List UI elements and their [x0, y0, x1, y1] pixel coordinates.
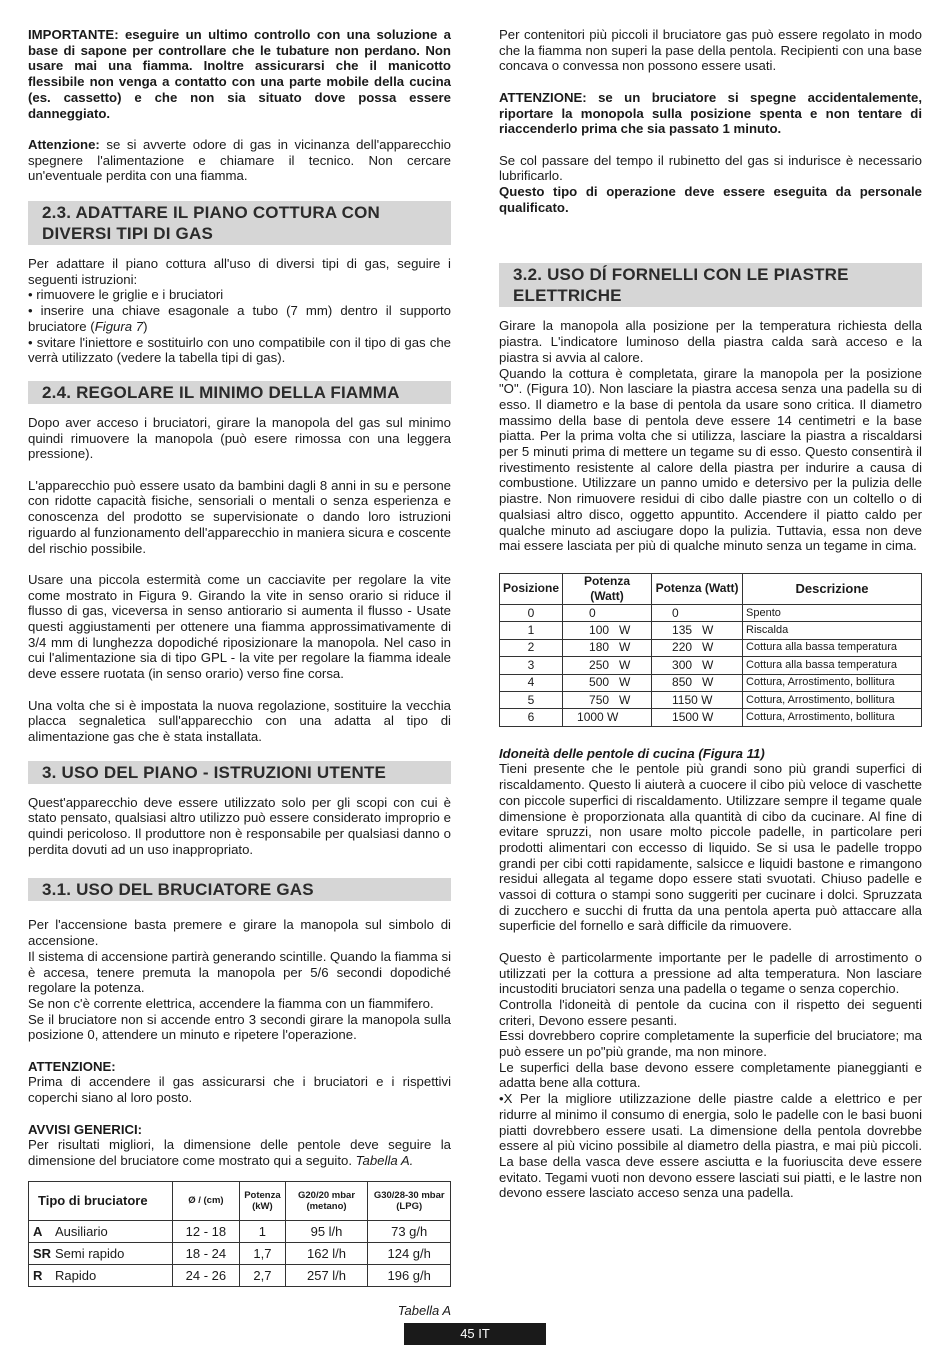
- table-row: [500, 691, 922, 708]
- position-cell: 1: [500, 622, 563, 639]
- power-1-cell: 100 W: [563, 622, 652, 639]
- burner-table: [28, 1181, 451, 1287]
- power-2-cell: 850 W: [652, 674, 743, 691]
- power-2-cell: 1500 W: [652, 709, 743, 726]
- page-number: 45 IT: [404, 1323, 546, 1345]
- section-heading-2-3: 2.3. ADATTARE IL PIANO COTTURA CON DIVERSI TIPI DI GAS: [28, 201, 451, 245]
- g30-cell: 73 g/h: [368, 1220, 451, 1242]
- gas-adapt-step-2-close: ): [143, 318, 148, 334]
- section-heading-3-1: 3.1. USO DEL BRUCIATORE GAS: [28, 878, 451, 901]
- table-row: [500, 674, 922, 691]
- power-2-cell: 300 W: [652, 657, 743, 674]
- gas-adapt-step-2: [28, 303, 451, 334]
- gas-adapt-intro: Per adattare il piano cottura all'uso di diversi tipi di gas, seguire i seguenti istruzioni:: [28, 256, 451, 287]
- burner-paragraph-2: Il sistema di accensione partirà generando scintille. Quando la fiamma si è accesa, tenere premuta la manopola per 5/6 secondi dopodiché regolare la potenza.: [28, 948, 451, 996]
- avvisi-text-body: Per risultati migliori, la dimensione delle pentole deve seguire la dimensione del bruciatore come mostrato qui a seguito.: [28, 1137, 451, 1168]
- g30-cell: 196 g/h: [368, 1264, 451, 1286]
- table-row: [500, 657, 922, 674]
- burner-paragraph-1: Per l'accensione basta premere e girare la manopola sul simbolo di accensione.: [28, 917, 451, 949]
- cookware-paragraph-6: •X Per la migliore utilizzazione delle piastre calde a elettrico e per ridurre al minimo il consumo di energia, solo le padelle con le basi buoni piatti dovrebbero essere usati. La dimensione della pentola dovrebbe essere al più vicino possibile al diametro della piastra, e mai più piccoli. La base della vasca deve essere asciutta e la fuoriuscita deve essere evitato. Tegami vuoti non devono essere lasciati sui piatti, e le lastre non devono essere lasciato acceso senza una padella.: [499, 1091, 922, 1201]
- power-cell: 1,7: [240, 1242, 285, 1264]
- g20-cell: 162 l/h: [285, 1242, 368, 1264]
- diameter-cell: 18 - 24: [172, 1242, 240, 1264]
- burner-name: Rapido: [55, 1267, 97, 1283]
- description-cell: Spento: [743, 604, 922, 621]
- table-row: [500, 639, 922, 656]
- small-pans-paragraph: Per contenitori più piccoli il bruciatore gas può essere regolato in modo che la fiamma non superi la pase della pentola. Recipienti con una base concava o convessa non possono essere usati.: [499, 27, 922, 74]
- table-row: [500, 622, 922, 639]
- avvisi-table-ref: Tabella A.: [355, 1152, 414, 1168]
- burner-type-cell: [29, 1242, 173, 1264]
- flame-paragraph-2: L'apparecchio può essere usato da bambini dagli 8 anni in su e persone con ridotte capacità fisiche, sensoriali o mentali o senza esperienza e conoscenza del prodotto se supervisionate o dando loro istruzioni riguardo al funzionamento dell'apparecchio in maniera sicura e coscente del rischio possibile.: [28, 477, 451, 556]
- gas-adapt-step-2-text: • inserire una chiave esagonale a tubo (7 mm) dentro il supporto bruciatore (: [28, 303, 451, 334]
- section-heading-3-2: 3.2. USO DÍ FORNELLI CON LE PIASTRE ELETTRICHE: [499, 263, 922, 307]
- power-1-cell: 750 W: [563, 691, 652, 708]
- diameter-cell: 24 - 26: [172, 1264, 240, 1286]
- description-cell: Cottura, Arrostimento, bollitura: [743, 709, 922, 726]
- power-1-cell: 250 W: [563, 657, 652, 674]
- burner-code: SR: [33, 1245, 52, 1261]
- header-power-2: Potenza (Watt): [652, 573, 743, 604]
- table-header-row: [29, 1181, 451, 1220]
- position-cell: 4: [500, 674, 563, 691]
- position-cell: 3: [500, 657, 563, 674]
- cookware-paragraph-3: Controlla l'idoneità di pentole da cucina con il rispetto dei seguenti criteri, Devono essere pesanti.: [499, 996, 922, 1028]
- flame-paragraph-1: Dopo aver acceso i bruciatori, girare la manopola del gas sul minimo quindi rimuovere la manopola (può esere rimossa con una leggera pressione).: [28, 414, 451, 462]
- diameter-cell: 12 - 18: [172, 1220, 240, 1242]
- power-2-cell: 1150 W: [652, 691, 743, 708]
- position-cell: 6: [500, 709, 563, 726]
- burner-paragraph-3: Se non c'è corrente elettrica, accendere la fiamma con un fiammifero.: [28, 995, 434, 1011]
- power-cell: 2,7: [240, 1264, 285, 1286]
- header-g20: G20/20 mbar (metano): [285, 1181, 368, 1220]
- flame-paragraph-4: Una volta che si è impostata la nuova regolazione, sostituire la vecchia placca segnaletica sull'apparecchio con una adatta al tipo di alimentazione gas che è stata installata.: [28, 697, 451, 744]
- hotplate-power-table: [499, 573, 922, 727]
- cookware-paragraph-5: Le superfici della base devono essere completamente pianeggianti e adatta bene alla cottura.: [499, 1059, 922, 1091]
- g30-cell: 124 g/h: [368, 1242, 451, 1264]
- power-2-cell: 220 W: [652, 639, 743, 656]
- flame-paragraph-3: Usare una piccola estermità come un cacciavite per regolare la vite come mostrato in Figura 9. Girando la vite in senso orario si riduce il flusso di gas, viceversa in senso antiorario si aumenta il flusso - Usate questi aggiustamenti per ottenere una fiamma approssimativamente di 3/4 mm di lunghezza dopodiché riposizionare la manopola. Nel caso in cui l'alimentazione sia di tipo GPL - la vite per regolare la fiamma ideale deve essere ruotata (in senso orario) verso fine corsa.: [28, 571, 451, 682]
- hotplate-paragraph-2: Quando la cottura è completata, girare la manopola per la posizione "O". (Figura 10). Non lasciare la piastra accesa senza una padella su di esso. Il diametro e la base di pentola da usare sono critica. Il diametro massimo della base di pentola deve essere 14 centimetri e la base piatta. Per la prima volta che si utilizza, lasciare la piastra a riscaldarsi per 5 minuti prima di mettere un tegame su di esso. Questo consentirà il rivestimento resistente al calore della piastra per indurire a causa di combustione. Utilizzare un panno umido e detersivo per la pulizia delle piastre. Non rimuovere residui di cibo dalle piastre con un coltello o di qualsiasi altro disco, oggetto appuntito. Accendere il piatto caldo per qualche minuto ad asciugare dopo la pulizia. Tuttavia, essa non deve mai essere lasciata per più di qualche minuto senza un tegame in cima.: [499, 365, 922, 554]
- figure-ref: Figura 7: [94, 318, 144, 334]
- power-cell: 1: [240, 1220, 285, 1242]
- table-caption: Tabella A: [397, 1302, 451, 1318]
- burner-paragraph-4: Se il bruciatore non si accende entro 3 secondi girare la manopola sulla posizione 0, attendere un minuto e ripetere l'operazione.: [28, 1011, 451, 1043]
- section-heading-3: 3. USO DEL PIANO - ISTRUZIONI UTENTE: [28, 761, 451, 784]
- description-cell: Riscalda: [743, 622, 922, 639]
- warning-paragraph: ATTENZIONE: se un bruciatore si spegne accidentalemente, riportare la monopola sulla posizione spenta e non tentare di riaccenderlo prima che sia passato 1 minuto.: [499, 89, 922, 137]
- attenzione-title: ATTENZIONE:: [28, 1058, 116, 1074]
- description-cell: Cottura, Arrostimento, bollitura: [743, 691, 922, 708]
- g20-cell: 95 l/h: [285, 1220, 368, 1242]
- power-2-cell: 135 W: [652, 622, 743, 639]
- burner-name: Semi rapido: [55, 1245, 125, 1261]
- power-2-cell: 0: [652, 604, 743, 621]
- burner-type-cell: [29, 1220, 173, 1242]
- g20-cell: 257 l/h: [285, 1264, 368, 1286]
- burner-code: A: [33, 1223, 43, 1239]
- important-note: IMPORTANTE: eseguire un ultimo controllo con una soluzione a base di sapone per controllare che le tubature non perdano. Non usare mai una fiamma. Inoltre assicurarsi che il manicotto flessibile non venga a contatto con una parte mobile della cucina (es. cassetto) e che non sia situato dove possa essere danneggiato.: [28, 27, 451, 121]
- avvisi-title: AVVISI GENERICI:: [28, 1121, 143, 1137]
- power-1-cell: 500 W: [563, 674, 652, 691]
- gas-adapt-step-1: • rimuovere le griglie e i bruciatori: [28, 287, 224, 303]
- attention-text: se si avverte odore di gas in vicinanza dell'apparecchio spegnere l'alimentazione e chiamare il tecnico. Non cercare un'eventuale perdita con una fiamma.: [28, 136, 451, 184]
- attention-label: Attenzione:: [28, 136, 100, 152]
- section-heading-2-4: 2.4. REGOLARE IL MINIMO DELLA FIAMMA: [28, 381, 451, 404]
- power-1-cell: 1000 W: [563, 709, 652, 726]
- description-cell: Cottura alla bassa temperatura: [743, 657, 922, 674]
- avvisi-text: [28, 1137, 451, 1168]
- attenzione-text: Prima di accendere il gas assicurarsi che i bruciatori e i rispettivi coperchi siano al loro posto.: [28, 1074, 451, 1106]
- hotplate-paragraph-1: Girare la manopola alla posizione per la temperatura richiesta della piastra. L'indicatore luminoso della piastra calda sarà acceso e la piastra si avvia al calore.: [499, 318, 922, 365]
- power-1-cell: 180 W: [563, 639, 652, 656]
- attention-paragraph: [28, 137, 451, 184]
- right-column: [499, 27, 922, 1201]
- header-power-1: Potenza (Watt): [563, 573, 652, 604]
- burner-name: Ausiliario: [55, 1223, 108, 1239]
- position-cell: 5: [500, 691, 563, 708]
- lubrication-paragraph: Se col passare del tempo il rubinetto del gas si indurisce è necessario lubrificarlo.: [499, 152, 922, 184]
- header-power: Potenza (kW): [240, 1181, 285, 1220]
- position-cell: 0: [500, 604, 563, 621]
- gas-adapt-step-3: • svitare l'iniettore e sostituirlo con uno compatibile con il tipo di gas che verrà utilizzato (vedere la tabella tipi di gas).: [28, 334, 451, 366]
- qualified-staff-paragraph: Questo tipo di operazione deve essere eseguita da personale qualificato.: [499, 184, 922, 215]
- cookware-paragraph-4: Essi dovrebbero coprire completamente la superficie del bruciatore; ma può essere un po"più grande, ma non minore.: [499, 1028, 922, 1060]
- cookware-paragraph-1: Tieni presente che le pentole più grandi sono più grandi superfici di riscaldamento. Questo li aiuterà a cuocere il cibo più veloce di vaschette con piccole superfici di riscaldamento. Utilizzare sempre il tegame quale dimensione è proporzionata alla quantità di cibo da cucinare. Al fine di evitare spruzzi, non usare molto piccole padelle, in particolare peri prodotti alimentari con eccesso di liquido. Se si usa le padelle troppo grandi per cibi cotti rapidamente, salsicce e liquidi bastone e rimangono residui allegata al tegame dopo essere stati svuotati. Chiuso padelle e vassoi di cottura o stampi sono suggeriti per cucinare i dolci. Spruzzata di zucchero e succhi di frutta da una pentola aperta può attaccare alla superficie del fornello e sarà difficile da rimuovere.: [499, 761, 922, 934]
- header-g30: G30/28-30 mbar (LPG): [368, 1181, 451, 1220]
- table-header-row: [500, 573, 922, 604]
- position-cell: 2: [500, 639, 563, 656]
- burner-type-cell: [29, 1264, 173, 1286]
- description-cell: Cottura, Arrostimento, bollitura: [743, 674, 922, 691]
- power-1-cell: 0: [563, 604, 652, 621]
- header-burner-type: Tipo di bruciatore: [29, 1181, 173, 1220]
- table-row: [500, 604, 922, 621]
- burner-code: R: [33, 1267, 43, 1283]
- cookware-paragraph-2: Questo è particolarmente importante per le padelle di arrostimento o utilizzati per la cottura a pressione ad alta temperatura. Non lasciare incustoditi bruciatori senza una padella o tegame o senza coperchio.: [499, 949, 922, 997]
- table-row: [29, 1264, 451, 1286]
- table-row: [29, 1242, 451, 1264]
- header-description: Descrizione: [743, 573, 922, 604]
- header-position: Posizione: [500, 573, 563, 604]
- cookware-suitability-title: Idoneità delle pentole di cucina (Figura 11): [499, 745, 765, 761]
- usage-paragraph: Quest'apparecchio deve essere utilizzato solo per gli scopi con cui è stato pensato, qualsiasi altro utilizzo può essere considerato improprio e quindi pericoloso. Il produttore non è responsabile per qualsiasi danno o perdita dovuti ad un uso inappropriato.: [28, 794, 451, 857]
- header-diameter: Ø / (cm): [172, 1181, 240, 1220]
- description-cell: Cottura alla bassa temperatura: [743, 639, 922, 656]
- table-row: [500, 709, 922, 726]
- table-row: [29, 1220, 451, 1242]
- left-column: [28, 27, 451, 1318]
